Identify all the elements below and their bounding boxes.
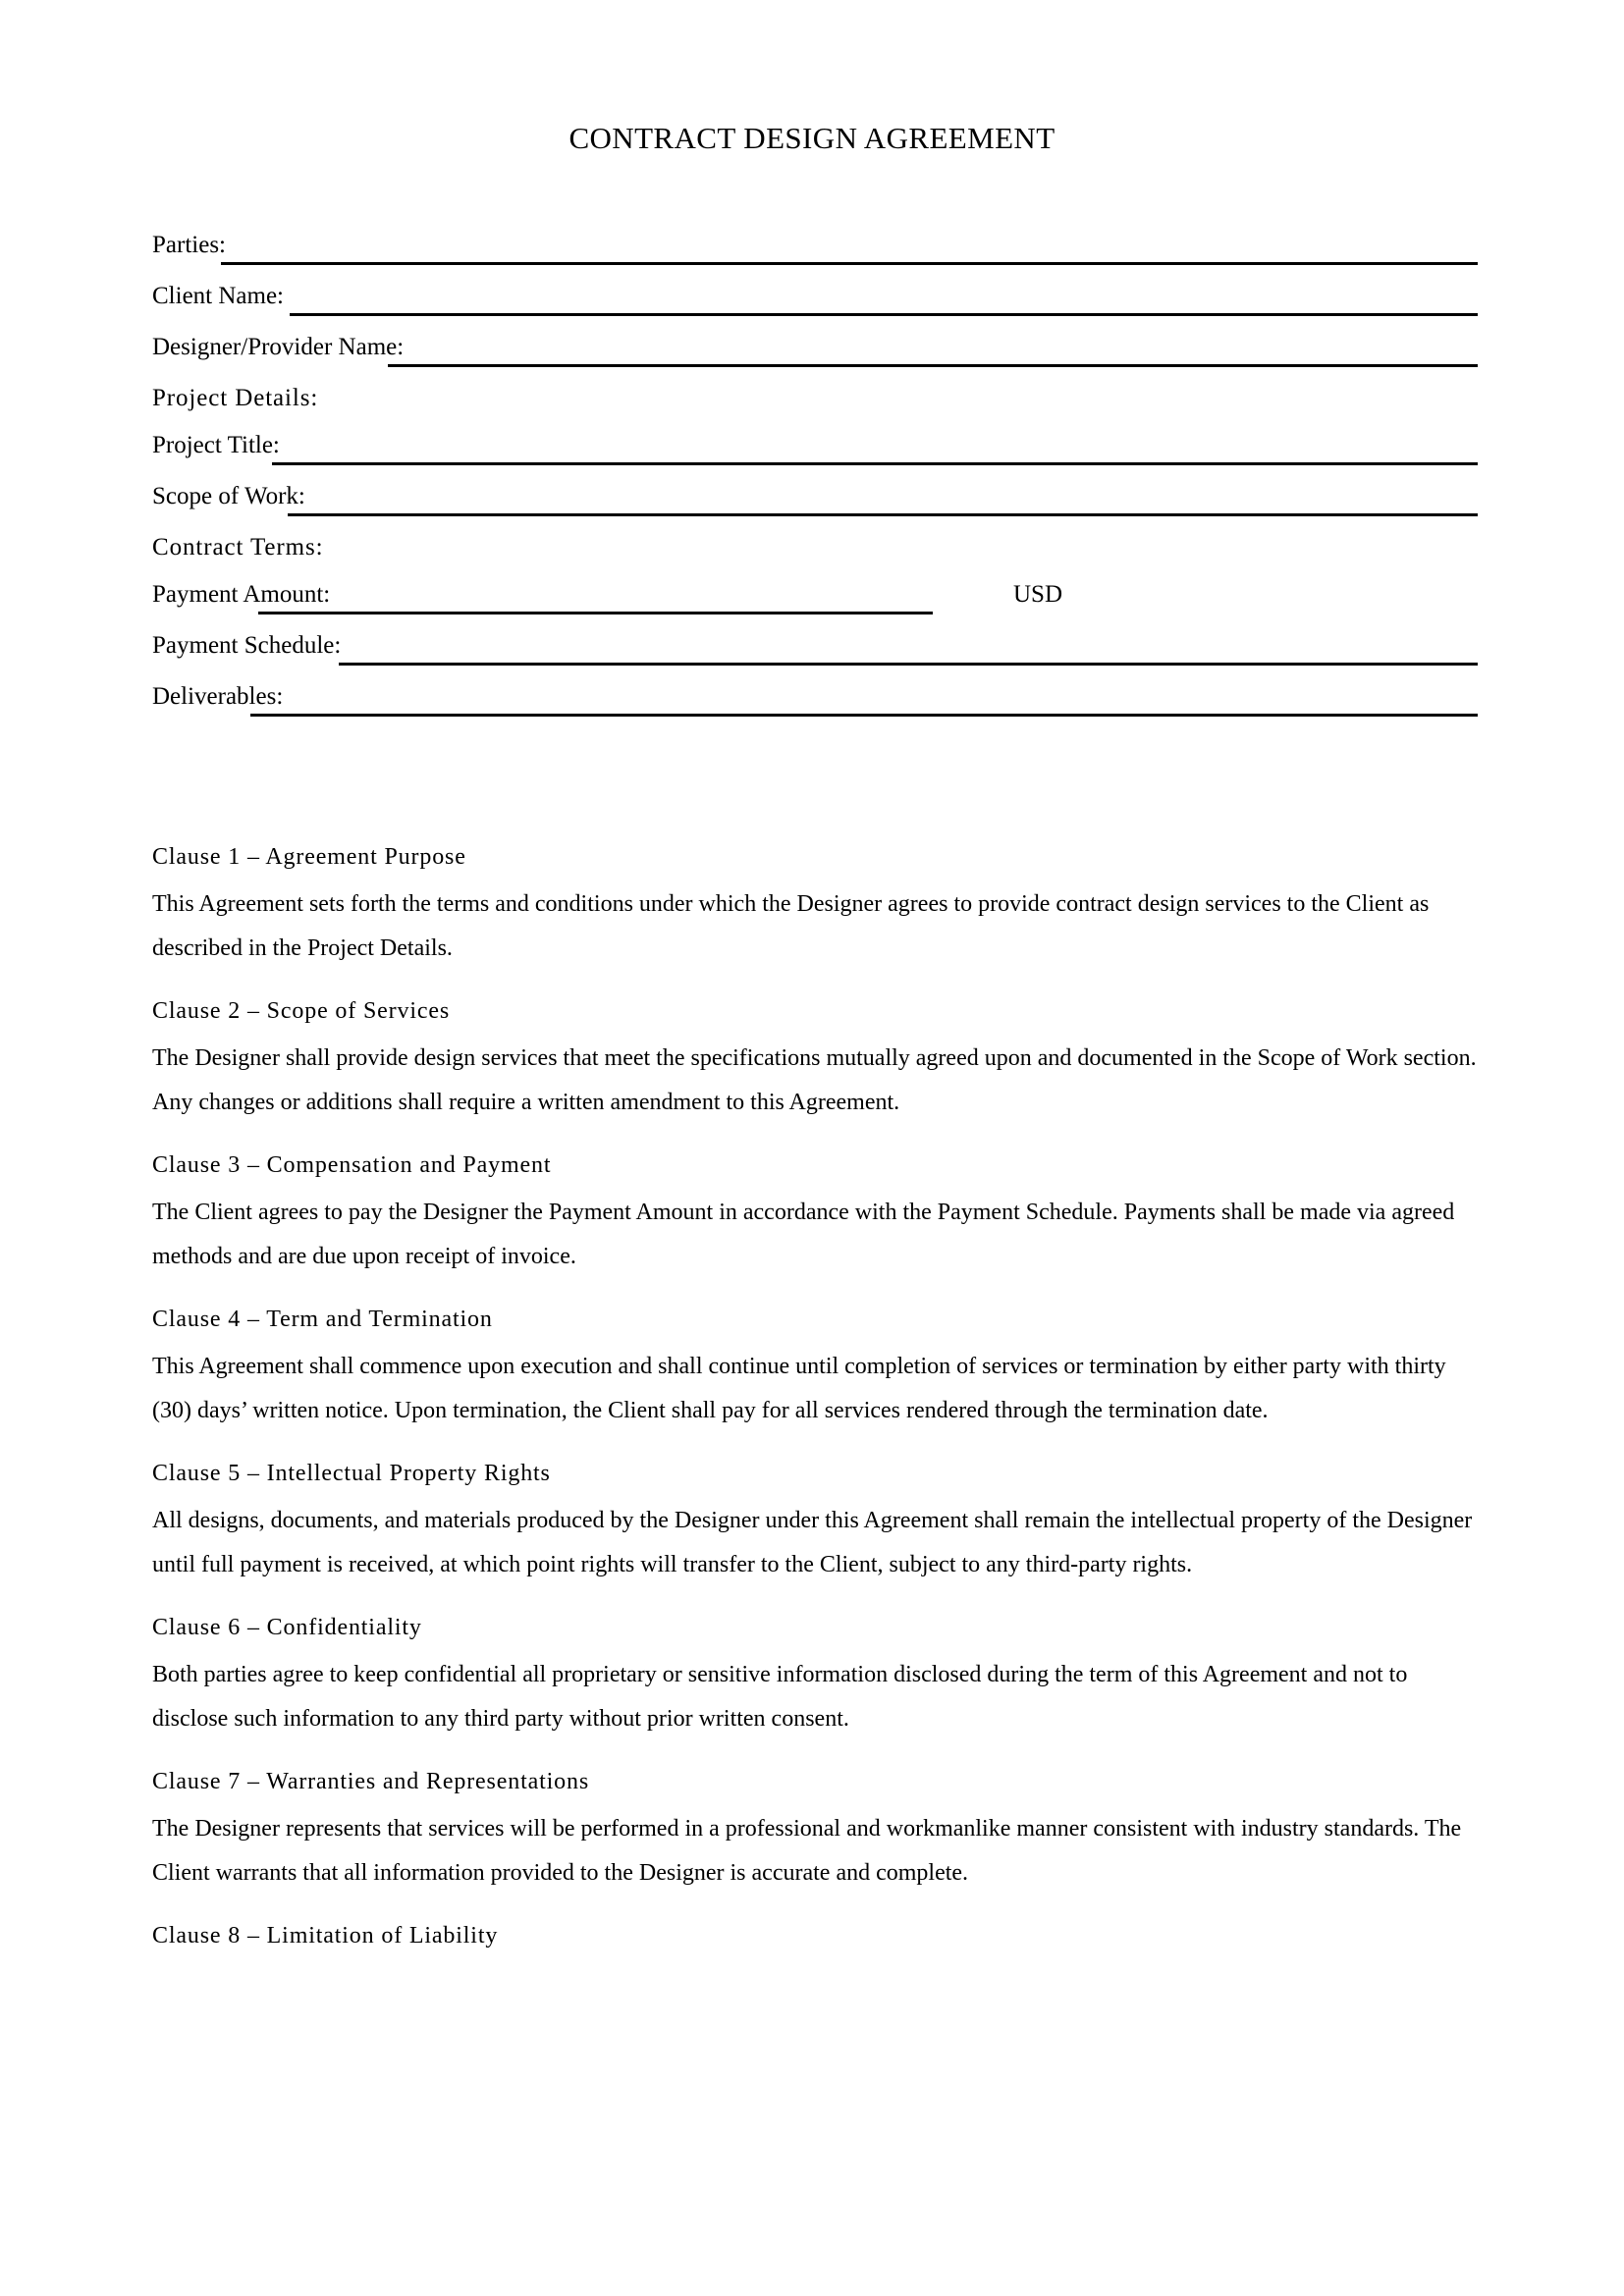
clause-paragraph: Both parties agree to keep confidential all proprietary or sensitive information disclosed during the term of this Agreement and not to disclose such information to any third party without prior written consent. <box>152 1662 1408 1732</box>
form-section-heading: Project Details: <box>152 385 319 411</box>
clause <box>152 1459 1478 1587</box>
form-row <box>152 682 1488 733</box>
form-row <box>152 482 1488 533</box>
form-field-label: Client Name: <box>152 283 284 309</box>
clause-heading: Clause 3 – Compensation and Payment <box>152 1152 552 1178</box>
clause-body <box>152 882 1478 971</box>
clause <box>152 1150 1478 1279</box>
clause-paragraph: This Agreement sets forth the terms and conditions under which the Designer agrees to provide contract design services to the Client as described in the Project Details. <box>152 891 1430 961</box>
form-row <box>152 231 1488 282</box>
form-row <box>152 533 1488 580</box>
clause-body <box>152 1191 1478 1279</box>
form-field-underline[interactable] <box>339 663 1478 666</box>
clause <box>152 842 1478 971</box>
form-section-heading: Contract Terms: <box>152 534 324 561</box>
form-row <box>152 333 1488 384</box>
form-field-label: Scope of Work: <box>152 483 305 509</box>
clause-paragraph: All designs, documents, and materials produced by the Designer under this Agreement shall remain the intellectual property of the Designer until full payment is received, at which point rights will transfer to the Client, subject to any third-party rights. <box>152 1508 1473 1577</box>
form-row <box>152 282 1488 333</box>
currency-unit-label: USD <box>1013 581 1063 608</box>
clause-heading: Clause 7 – Warranties and Representations <box>152 1769 590 1794</box>
clause-paragraph: The Designer shall provide design services that meet the specifications mutually agreed upon and documented in the Scope of Work section. Any changes or additions shall require a written amendment to this Agreement. <box>152 1045 1477 1115</box>
form-row <box>152 384 1488 431</box>
clause-heading: Clause 8 – Limitation of Liability <box>152 1923 499 1949</box>
clause-body <box>152 1653 1478 1741</box>
form-row <box>152 431 1488 482</box>
clause <box>152 1305 1478 1433</box>
clause-heading: Clause 4 – Term and Termination <box>152 1307 493 1332</box>
form-field-underline[interactable] <box>258 612 933 614</box>
form-row <box>152 631 1488 682</box>
form-field-label: Project Title: <box>152 432 280 458</box>
form-field-underline[interactable] <box>272 462 1478 465</box>
clause-body <box>152 1037 1478 1125</box>
form-field-underline[interactable] <box>288 513 1478 516</box>
clause-heading: Clause 6 – Confidentiality <box>152 1615 422 1640</box>
clause-heading: Clause 5 – Intellectual Property Rights <box>152 1461 551 1486</box>
page-title: CONTRACT DESIGN AGREEMENT <box>568 121 1056 155</box>
clause-paragraph: The Client agrees to pay the Designer the Payment Amount in accordance with the Payment Schedule. Payments shall be made via agreed methods and are due upon receipt of invoice. <box>152 1200 1455 1269</box>
form-field-label: Designer/Provider Name: <box>152 334 405 360</box>
clause <box>152 1767 1478 1896</box>
clause-heading: Clause 1 – Agreement Purpose <box>152 844 466 870</box>
form-field-underline[interactable] <box>290 313 1478 316</box>
clause <box>152 996 1478 1125</box>
form-field-label: Payment Amount: <box>152 581 331 608</box>
clause-paragraph: This Agreement shall commence upon execution and shall continue until completion of services or termination by either party with thirty (30) days’ written notice. Upon termination, the Client shall pay for all services rendered through the termination date. <box>152 1354 1446 1423</box>
form-field-label: Deliverables: <box>152 683 284 710</box>
clause-paragraph: The Designer represents that services will be performed in a professional and workmanlike manner consistent with industry standards. The Client warrants that all information provided to the Designer is accurate and complete. <box>152 1816 1462 1886</box>
form-field-underline[interactable] <box>388 364 1478 367</box>
form-field-underline[interactable] <box>221 262 1478 265</box>
clause-body <box>152 1807 1478 1896</box>
clause-heading: Clause 2 – Scope of Services <box>152 998 451 1024</box>
clauses-section <box>152 842 1478 1976</box>
form-field-underline[interactable] <box>250 714 1478 717</box>
form-field-label: Payment Schedule: <box>152 632 342 659</box>
clause <box>152 1921 1478 1950</box>
form-field-label: Parties: <box>152 232 226 258</box>
form-row <box>152 580 1488 631</box>
clause-body <box>152 1499 1478 1587</box>
form-fields-block <box>152 231 1488 733</box>
clause <box>152 1613 1478 1741</box>
clause-body <box>152 1345 1478 1433</box>
